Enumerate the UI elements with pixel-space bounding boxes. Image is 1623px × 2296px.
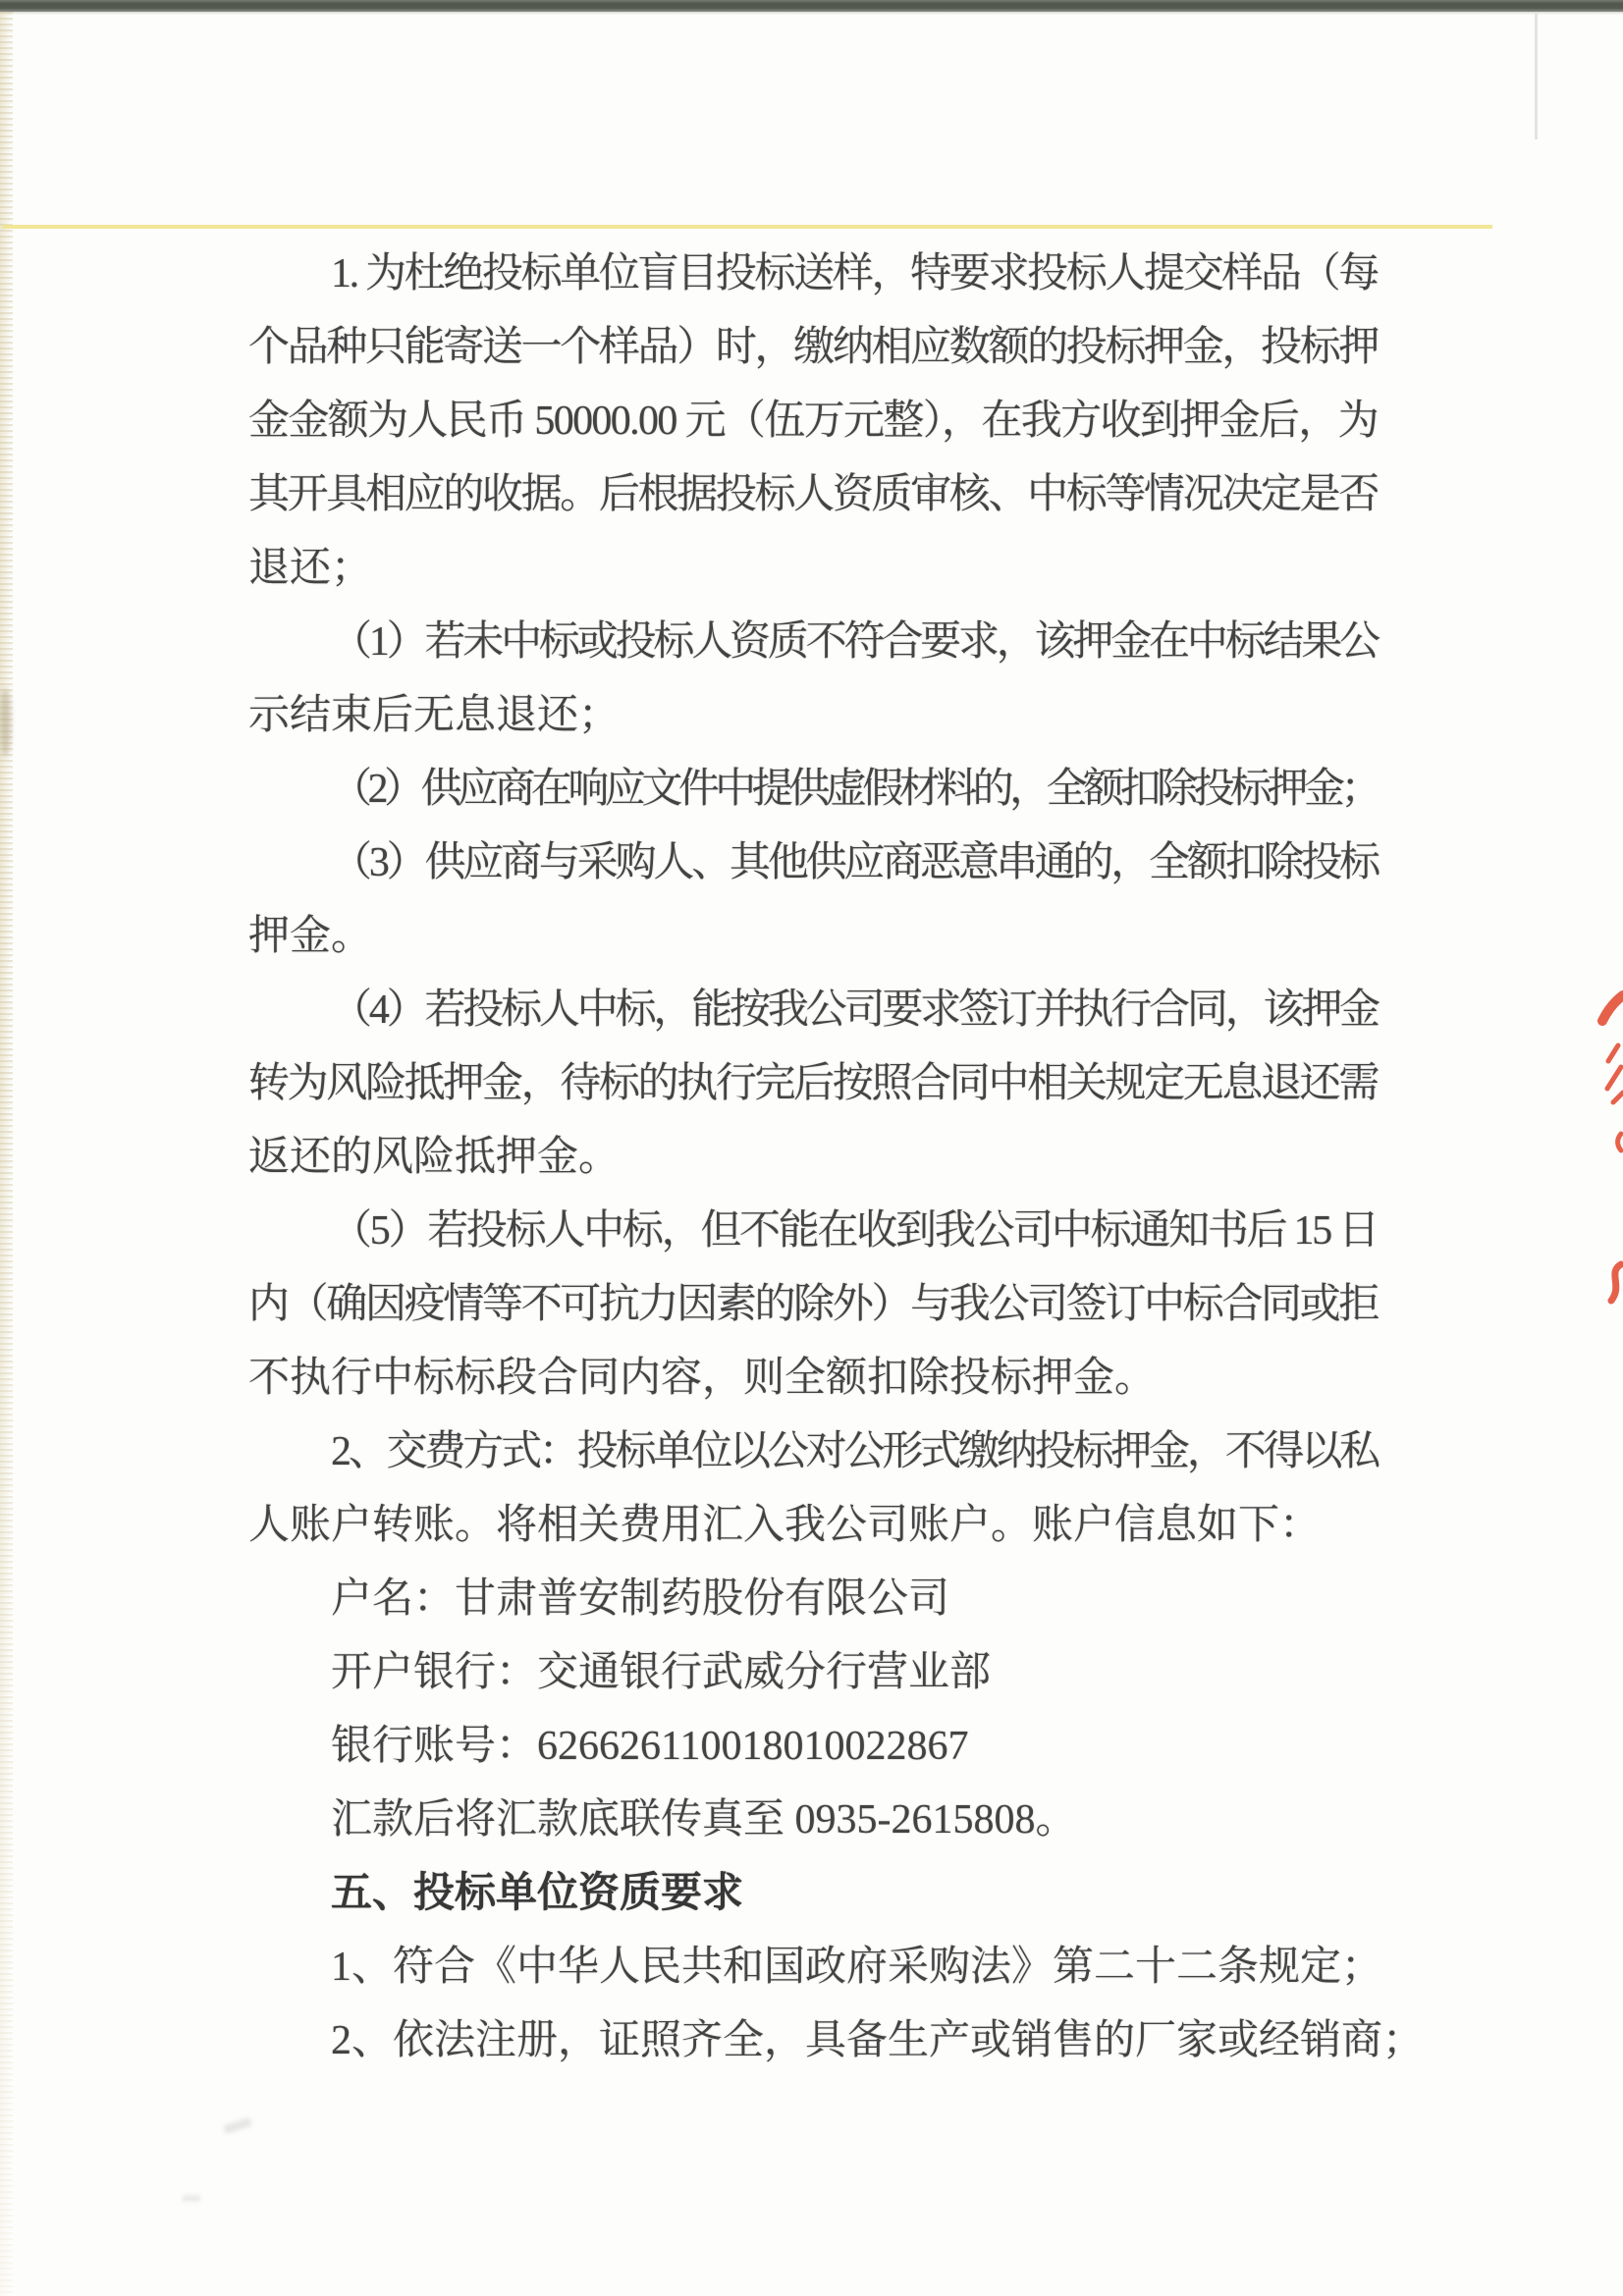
text-line xyxy=(248,1342,1378,1415)
text-line-content: 金金额为人民币 50000.00 元（伍万元整），在我方收到押金后，为 xyxy=(248,399,1378,444)
text-line-content: （2）供应商在响应文件中提供虚假材料的，全额扣除投标押金； xyxy=(331,767,1378,812)
text-line xyxy=(248,679,1378,753)
text-line xyxy=(248,1195,1378,1268)
text-line-content: 内（确因疫情等不可抗力因素的除外）与我公司签订中标合同或拒 xyxy=(248,1282,1378,1327)
text-line xyxy=(248,1857,1378,1931)
text-line xyxy=(248,606,1378,679)
document-text xyxy=(248,238,1425,2078)
red-pen-stroke-2 xyxy=(1607,1045,1623,1102)
red-pen-marks xyxy=(1591,977,1623,1315)
text-line xyxy=(248,827,1378,900)
text-line xyxy=(248,311,1378,385)
text-line-content: 2、依法注册，证照齐全，具备生产或销售的厂家或经销商； xyxy=(331,2018,1425,2063)
text-line-content: 人账户转账。将相关费用汇入我公司账户。账户信息如下： xyxy=(248,1503,1322,1548)
scan-left-edge-smudge xyxy=(0,689,11,756)
text-line xyxy=(248,532,1378,606)
text-line xyxy=(248,1268,1378,1342)
text-line xyxy=(248,238,1378,311)
text-line-content: 户名：甘肃普安制药股份有限公司 xyxy=(331,1576,950,1622)
text-line-content: 汇款后将汇款底联传真至 0935-2615808。 xyxy=(331,1797,1077,1842)
text-line-content: 开户银行：交通银行武威分行营业部 xyxy=(331,1650,992,1695)
text-line-content: （3）供应商与采购人、其他供应商恶意串通的，全额扣除投标 xyxy=(331,840,1378,885)
red-pen-stroke-1 xyxy=(1602,995,1623,1021)
text-line-content: 个品种只能寄送一个样品）时，缴纳相应数额的投标押金，投标押 xyxy=(248,325,1378,370)
text-line xyxy=(248,458,1378,532)
text-line-content: （5）若投标人中标，但不能在收到我公司中标通知书后 15 日 xyxy=(331,1208,1378,1254)
text-line xyxy=(248,1784,1378,1857)
text-line-content: 转为风险抵押金，待标的执行完后按照合同中相关规定无息退还需 xyxy=(248,1061,1378,1106)
text-line-content: 银行账号：626626110018010022867 xyxy=(331,1724,969,1769)
yellow-rule-line xyxy=(2,225,1492,229)
text-line-content: 退还； xyxy=(248,546,373,591)
scan-streak-artifact xyxy=(1535,12,1538,139)
text-line-content: （4）若投标人中标，能按我公司要求签订并执行合同，该押金 xyxy=(331,988,1378,1033)
text-line xyxy=(248,1563,1378,1636)
scan-left-edge-fade xyxy=(0,1080,13,2296)
text-line xyxy=(248,1047,1378,1121)
text-line xyxy=(248,753,1378,827)
text-line-content: 返还的风险抵押金。 xyxy=(248,1135,621,1180)
scan-speck xyxy=(223,2117,251,2134)
text-line xyxy=(248,1415,1378,1489)
text-line-content: 1. 为杜绝投标单位盲目投标送样，特要求投标人提交样品（每 xyxy=(331,251,1378,296)
scan-speck xyxy=(183,2195,200,2202)
red-pen-stroke-3 xyxy=(1618,1134,1621,1150)
text-line-content: 不执行中标标段合同内容，则全额扣除投标押金。 xyxy=(248,1356,1157,1401)
text-line-content: 五、投标单位资质要求 xyxy=(331,1871,744,1916)
text-line-content: 2、交费方式：投标单位以公对公形式缴纳投标押金，不得以私 xyxy=(331,1429,1378,1474)
text-line xyxy=(248,974,1378,1047)
text-line-content: （1）若未中标或投标人资质不符合要求，该押金在中标结果公 xyxy=(331,619,1378,665)
text-line xyxy=(248,2004,1425,2078)
text-line-content: 其开具相应的收据。后根据投标人资质审核、中标等情况决定是否 xyxy=(248,472,1378,517)
text-line-content: 1、符合《中华人民共和国政府采购法》第二十二条规定； xyxy=(331,1945,1383,1990)
scan-top-edge xyxy=(0,0,1623,12)
text-line xyxy=(248,1121,1378,1195)
text-line xyxy=(248,1710,1378,1784)
text-line xyxy=(248,1931,1383,2004)
text-line-content: 示结束后无息退还； xyxy=(248,693,621,738)
scan-top-edge-shadow xyxy=(0,12,1623,15)
text-line xyxy=(248,1636,1378,1710)
text-line xyxy=(248,385,1378,458)
text-line xyxy=(248,1489,1378,1563)
red-pen-stroke-4 xyxy=(1611,1264,1621,1301)
text-line xyxy=(248,900,1378,974)
text-line-content: 押金。 xyxy=(248,914,373,959)
